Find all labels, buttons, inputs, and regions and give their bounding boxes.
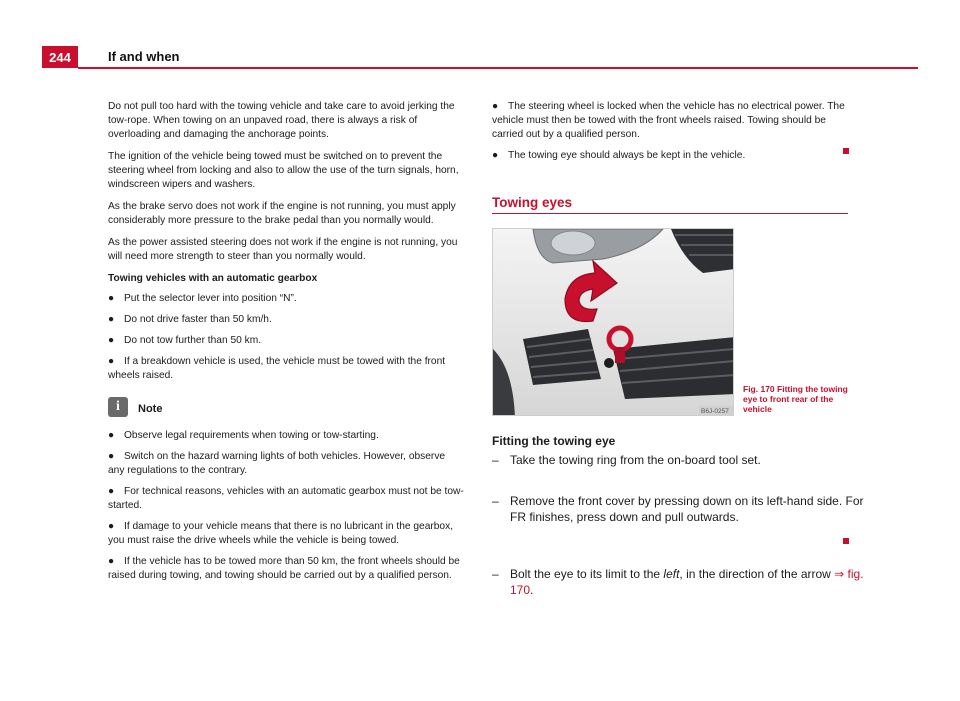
- note-item: ● If damage to your vehicle means that there is no lubricant in the gearbox, you must raise the drive wheels while the vehicle is being towed.: [108, 521, 454, 546]
- bullet-icon: ●: [492, 150, 499, 161]
- fitting-heading: Fitting the towing eye: [492, 434, 616, 448]
- bullet-icon: ●: [108, 486, 115, 497]
- bullet-icon: ●: [108, 314, 115, 325]
- auto-gearbox-heading: Towing vehicles with an automatic gearbox: [108, 273, 318, 284]
- left-column: [108, 100, 464, 590]
- page-number: 244: [42, 46, 78, 68]
- figure-caption: Fig. 170 Fitting the towing eye to front rear of the vehicle: [743, 384, 848, 414]
- section-end-marker: [843, 538, 849, 544]
- list-item: ● Put the selector lever into position “N”.: [108, 293, 297, 304]
- right-column: [492, 100, 848, 170]
- section-title: Towing eyes: [492, 195, 573, 210]
- list-item: ● Do not tow further than 50 km.: [108, 335, 262, 346]
- note-item: ● Switch on the hazard warning lights of both vehicles. However, observe any regulations to the contrary.: [108, 451, 446, 476]
- bullet-icon: ●: [492, 101, 499, 112]
- note-title: Note: [138, 403, 163, 415]
- chapter-title: If and when: [108, 49, 180, 64]
- page-header: [42, 46, 918, 68]
- bullet-icon: ●: [108, 451, 115, 462]
- section-end-marker: [843, 148, 849, 154]
- bullet-icon: ●: [108, 335, 115, 346]
- figure-link[interactable]: ⇒ fig. 170: [510, 567, 864, 597]
- note-item: ● If the vehicle has to be towed more than 50 km, the front wheels should be raised during towing, and towing should be carried out by a qualified person.: [108, 556, 460, 581]
- list-item: ● The steering wheel is locked when the vehicle has no electrical power. The vehicle must then be towed with the front wheels raised. Towing should be carried out by a qualified person.: [492, 101, 845, 140]
- info-icon: i: [108, 397, 128, 417]
- list-item: ● If a breakdown vehicle is used, the vehicle must be towed with the front wheels raised.: [108, 356, 446, 381]
- list-item: ● Do not drive faster than 50 km/h.: [108, 314, 272, 325]
- bullet-icon: ●: [108, 521, 115, 532]
- section-rule: [492, 213, 848, 214]
- figure-towing-eye: [492, 228, 734, 416]
- note-item: ● For technical reasons, vehicles with an automatic gearbox must not be tow-started.: [108, 486, 464, 511]
- paragraph: The ignition of the vehicle being towed must be switched on to prevent the steering wheel from locking and also to allow the use of the turn signals, horn, windscreen wipers and washers.: [108, 151, 459, 190]
- bullet-icon: ●: [108, 430, 115, 441]
- header-rule: [78, 67, 918, 69]
- paragraph: As the power assisted steering does not work if the engine is not running, you will need more strength to steer than you normally would.: [108, 237, 458, 262]
- paragraph: Do not pull too hard with the towing vehicle and take care to avoid jerking the tow-rope. When towing on an unpaved road, there is always a risk of overloading and damaging the anchorage points.: [108, 101, 455, 140]
- bullet-icon: ●: [108, 556, 115, 567]
- step-item: – Take the towing ring from the on-board tool set.: [492, 453, 761, 467]
- towing-eye-illustration: [493, 229, 734, 416]
- note-header: [108, 397, 464, 419]
- note-item: ● Observe legal requirements when towing or tow-starting.: [108, 430, 379, 441]
- list-item: ● The towing eye should always be kept in the vehicle.: [492, 150, 746, 161]
- bullet-icon: ●: [108, 356, 115, 367]
- step-item: – Remove the front cover by pressing down on its left-hand side. For FR finishes, press down and pull outwards.: [492, 494, 864, 524]
- paragraph: As the brake servo does not work if the engine is not running, you must apply considerably more pressure to the brake pedal than you normally would.: [108, 201, 456, 226]
- bullet-icon: ●: [108, 293, 115, 304]
- step-item: – Bolt the eye to its limit to the left, in the direction of the arrow ⇒ fig. 170.: [492, 567, 864, 597]
- figure-code: B6J-0257: [701, 408, 729, 415]
